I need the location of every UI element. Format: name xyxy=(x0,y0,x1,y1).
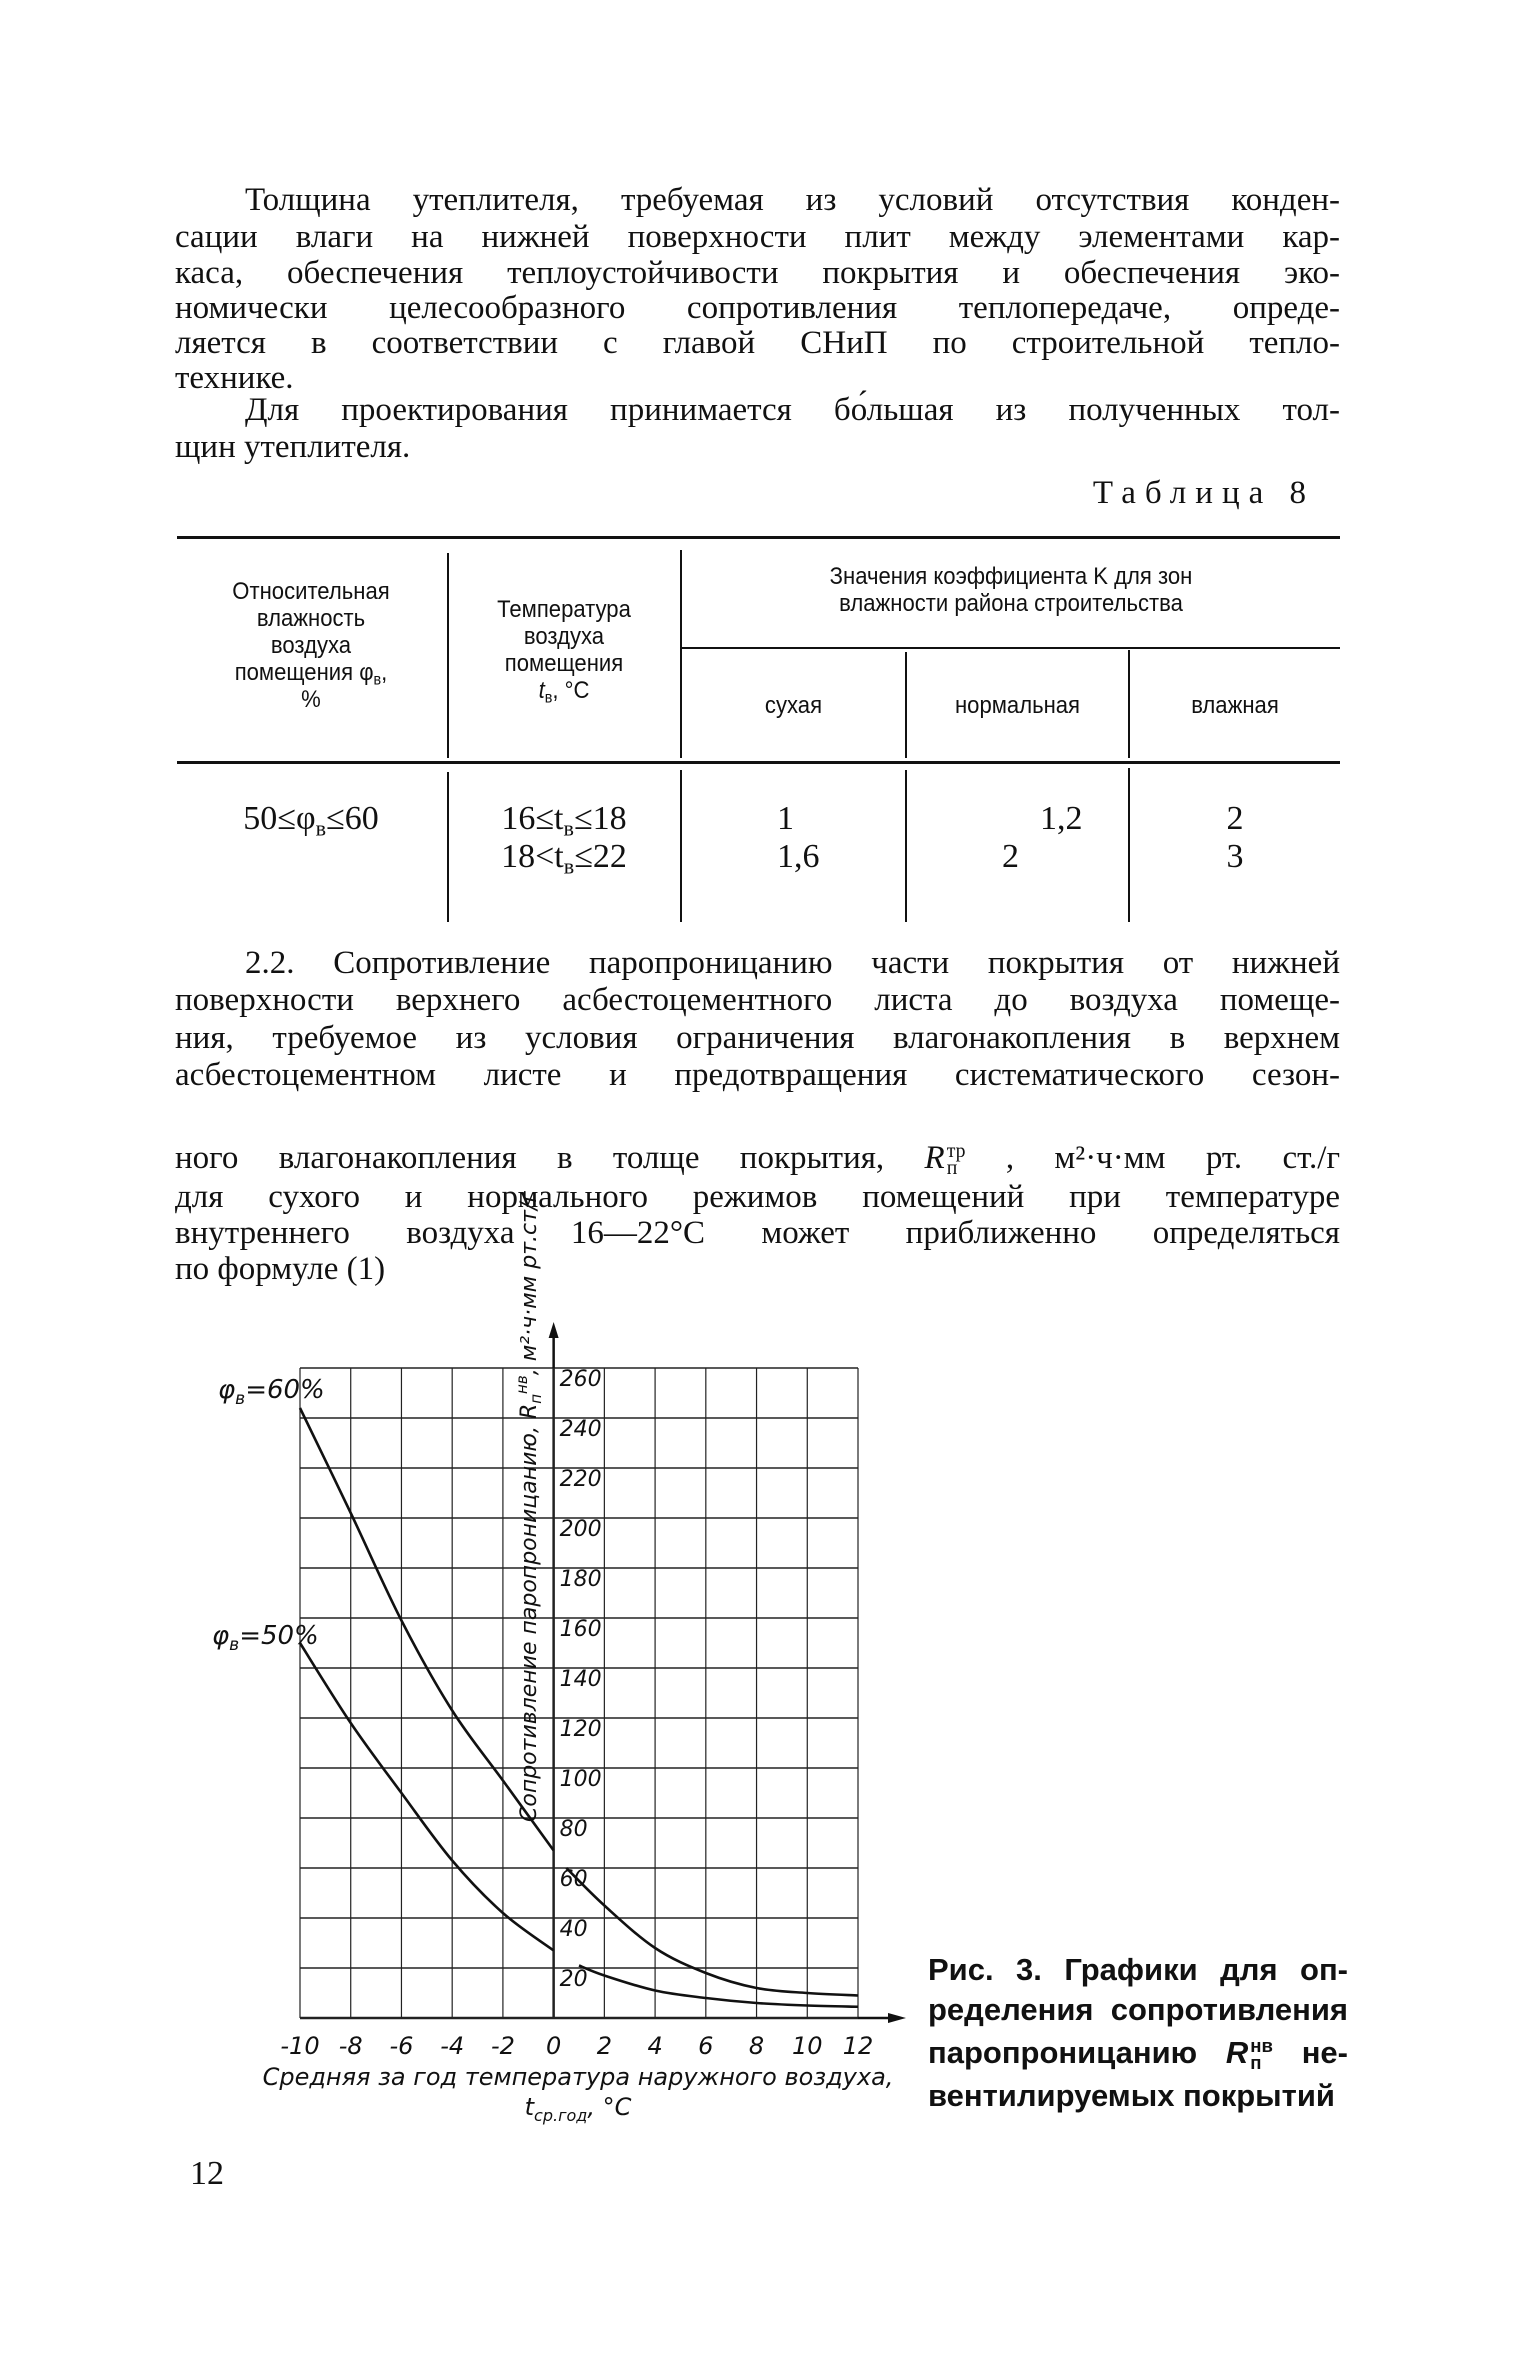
y-tick-label: 240 xyxy=(559,1417,602,1442)
cell-normal-values: 1,2 2 xyxy=(1002,800,1083,875)
x-tick-label: -6 xyxy=(389,2032,414,2060)
text-line: для сухого и нормального режимов помещений при температуре xyxy=(175,1179,1340,1215)
y-tick-label: 120 xyxy=(559,1717,602,1742)
x-tick-label: 12 xyxy=(842,2032,874,2060)
y-tick-label: 20 xyxy=(559,1967,588,1992)
series-label-50: $\varphi_в=50\%$ xyxy=(212,1621,319,1655)
text-line: ного влагонакопления в толще покрытия, R тр п , м²·ч·мм рт. ст./г xyxy=(175,1139,1341,1180)
series-label-60: $\varphi_в=60\%$ xyxy=(218,1375,325,1409)
y-tick-label: 100 xyxy=(559,1767,602,1792)
x-tick-label: 0 xyxy=(545,2032,562,2060)
figure-caption: Рис. 3. Графики для оп- ределения сопротивления паропроницанию R нв п не- вентилируемых покрытий xyxy=(928,1952,1348,2113)
text-line: технике. xyxy=(175,360,294,396)
cell-dry-values: 1 1,6 xyxy=(777,800,820,875)
x-axis-subtitle: $t_{ср.год}$, °C xyxy=(524,2093,632,2125)
header-zone-normal: нормальная xyxy=(954,692,1081,719)
x-axis-arrow-icon xyxy=(888,2013,906,2023)
text-line: номически целесообразного сопротивления теплопередаче, опреде- xyxy=(175,290,1340,326)
y-tick-label: 200 xyxy=(559,1517,602,1542)
header-coefficient-group: Значения коэффициента K для зон влажности района строительства xyxy=(829,563,1193,617)
table-title: Таблица 8 xyxy=(1092,475,1315,511)
text-line: сации влаги на нижней поверхности плит между элементами кар- xyxy=(175,219,1340,255)
y-tick-label: 140 xyxy=(559,1667,602,1692)
text-line: по формуле (1) xyxy=(175,1251,386,1287)
text-line: поверхности верхнего асбестоцементного листа до воздуха помеще- xyxy=(175,982,1340,1018)
x-tick-label: -2 xyxy=(490,2032,515,2060)
text-line: 2.2. Сопротивление паропроницанию части покрытия от нижней xyxy=(245,945,1340,981)
text-line: щин утеплителя. xyxy=(175,429,411,465)
header-zone-dry: сухая xyxy=(764,692,823,719)
text-line: ния, требуемое из условия ограничения влагонакопления в верхнем xyxy=(175,1020,1340,1056)
x-tick-label: 4 xyxy=(647,2032,663,2060)
cell-humidity-range: 50≤φв≤60 xyxy=(243,800,379,841)
y-tick-label: 80 xyxy=(559,1817,588,1842)
text-line: внутреннего воздуха 16—22°C может приближенно определяться xyxy=(175,1215,1340,1251)
header-temperature: Температура воздуха помещения tв, °C xyxy=(497,596,631,707)
page-number: 12 xyxy=(190,2155,224,2192)
x-axis-title: Средняя за год температура наружного воздуха, xyxy=(262,2063,894,2091)
header-zone-wet: влажная xyxy=(1191,692,1279,719)
cell-temperature-ranges: 16≤tв≤18 18<tв≤22 xyxy=(501,800,627,879)
y-tick-label: 160 xyxy=(559,1617,602,1642)
y-axis-arrow-icon xyxy=(549,1322,559,1338)
chart-ticks xyxy=(280,1367,873,2060)
y-tick-label: 260 xyxy=(559,1367,602,1392)
text-line: Для проектирования принимается бо́льшая из полученных тол- xyxy=(245,392,1340,428)
x-tick-label: 6 xyxy=(698,2032,714,2060)
x-tick-label: -4 xyxy=(440,2032,465,2060)
y-axis-title: Сопротивление паропроницанию, $R_п^{нв}$, м²·ч·мм рт.ст/г xyxy=(513,1191,545,1822)
text-line: каса, обеспечения теплоустойчивости покрытия и обеспечения эко- xyxy=(175,255,1340,291)
text-line: ляется в соответствии с главой СНиП по строительной тепло- xyxy=(175,325,1340,361)
series-curve-50 xyxy=(579,1966,858,2007)
cell-wet-values: 2 3 xyxy=(1226,800,1244,875)
chart-grid xyxy=(300,1322,906,2023)
x-tick-label: 10 xyxy=(791,2032,823,2060)
text-line: асбестоцементном листе и предотвращения систематического сезон- xyxy=(175,1057,1340,1093)
x-tick-label: -10 xyxy=(280,2032,320,2060)
x-tick-label: 8 xyxy=(748,2032,765,2060)
y-tick-label: 180 xyxy=(559,1567,602,1592)
text-line: Толщина утеплителя, требуемая из условий отсутствия конден- xyxy=(245,182,1340,218)
y-tick-label: 60 xyxy=(559,1867,588,1892)
y-tick-label: 40 xyxy=(559,1917,588,1942)
y-tick-label: 220 xyxy=(559,1467,602,1492)
header-humidity: Относительная влажность воздуха помещения φв, % xyxy=(232,578,390,713)
x-tick-label: 2 xyxy=(596,2032,613,2060)
series-curve-60 xyxy=(300,1408,554,1851)
x-tick-label: -8 xyxy=(338,2032,363,2060)
